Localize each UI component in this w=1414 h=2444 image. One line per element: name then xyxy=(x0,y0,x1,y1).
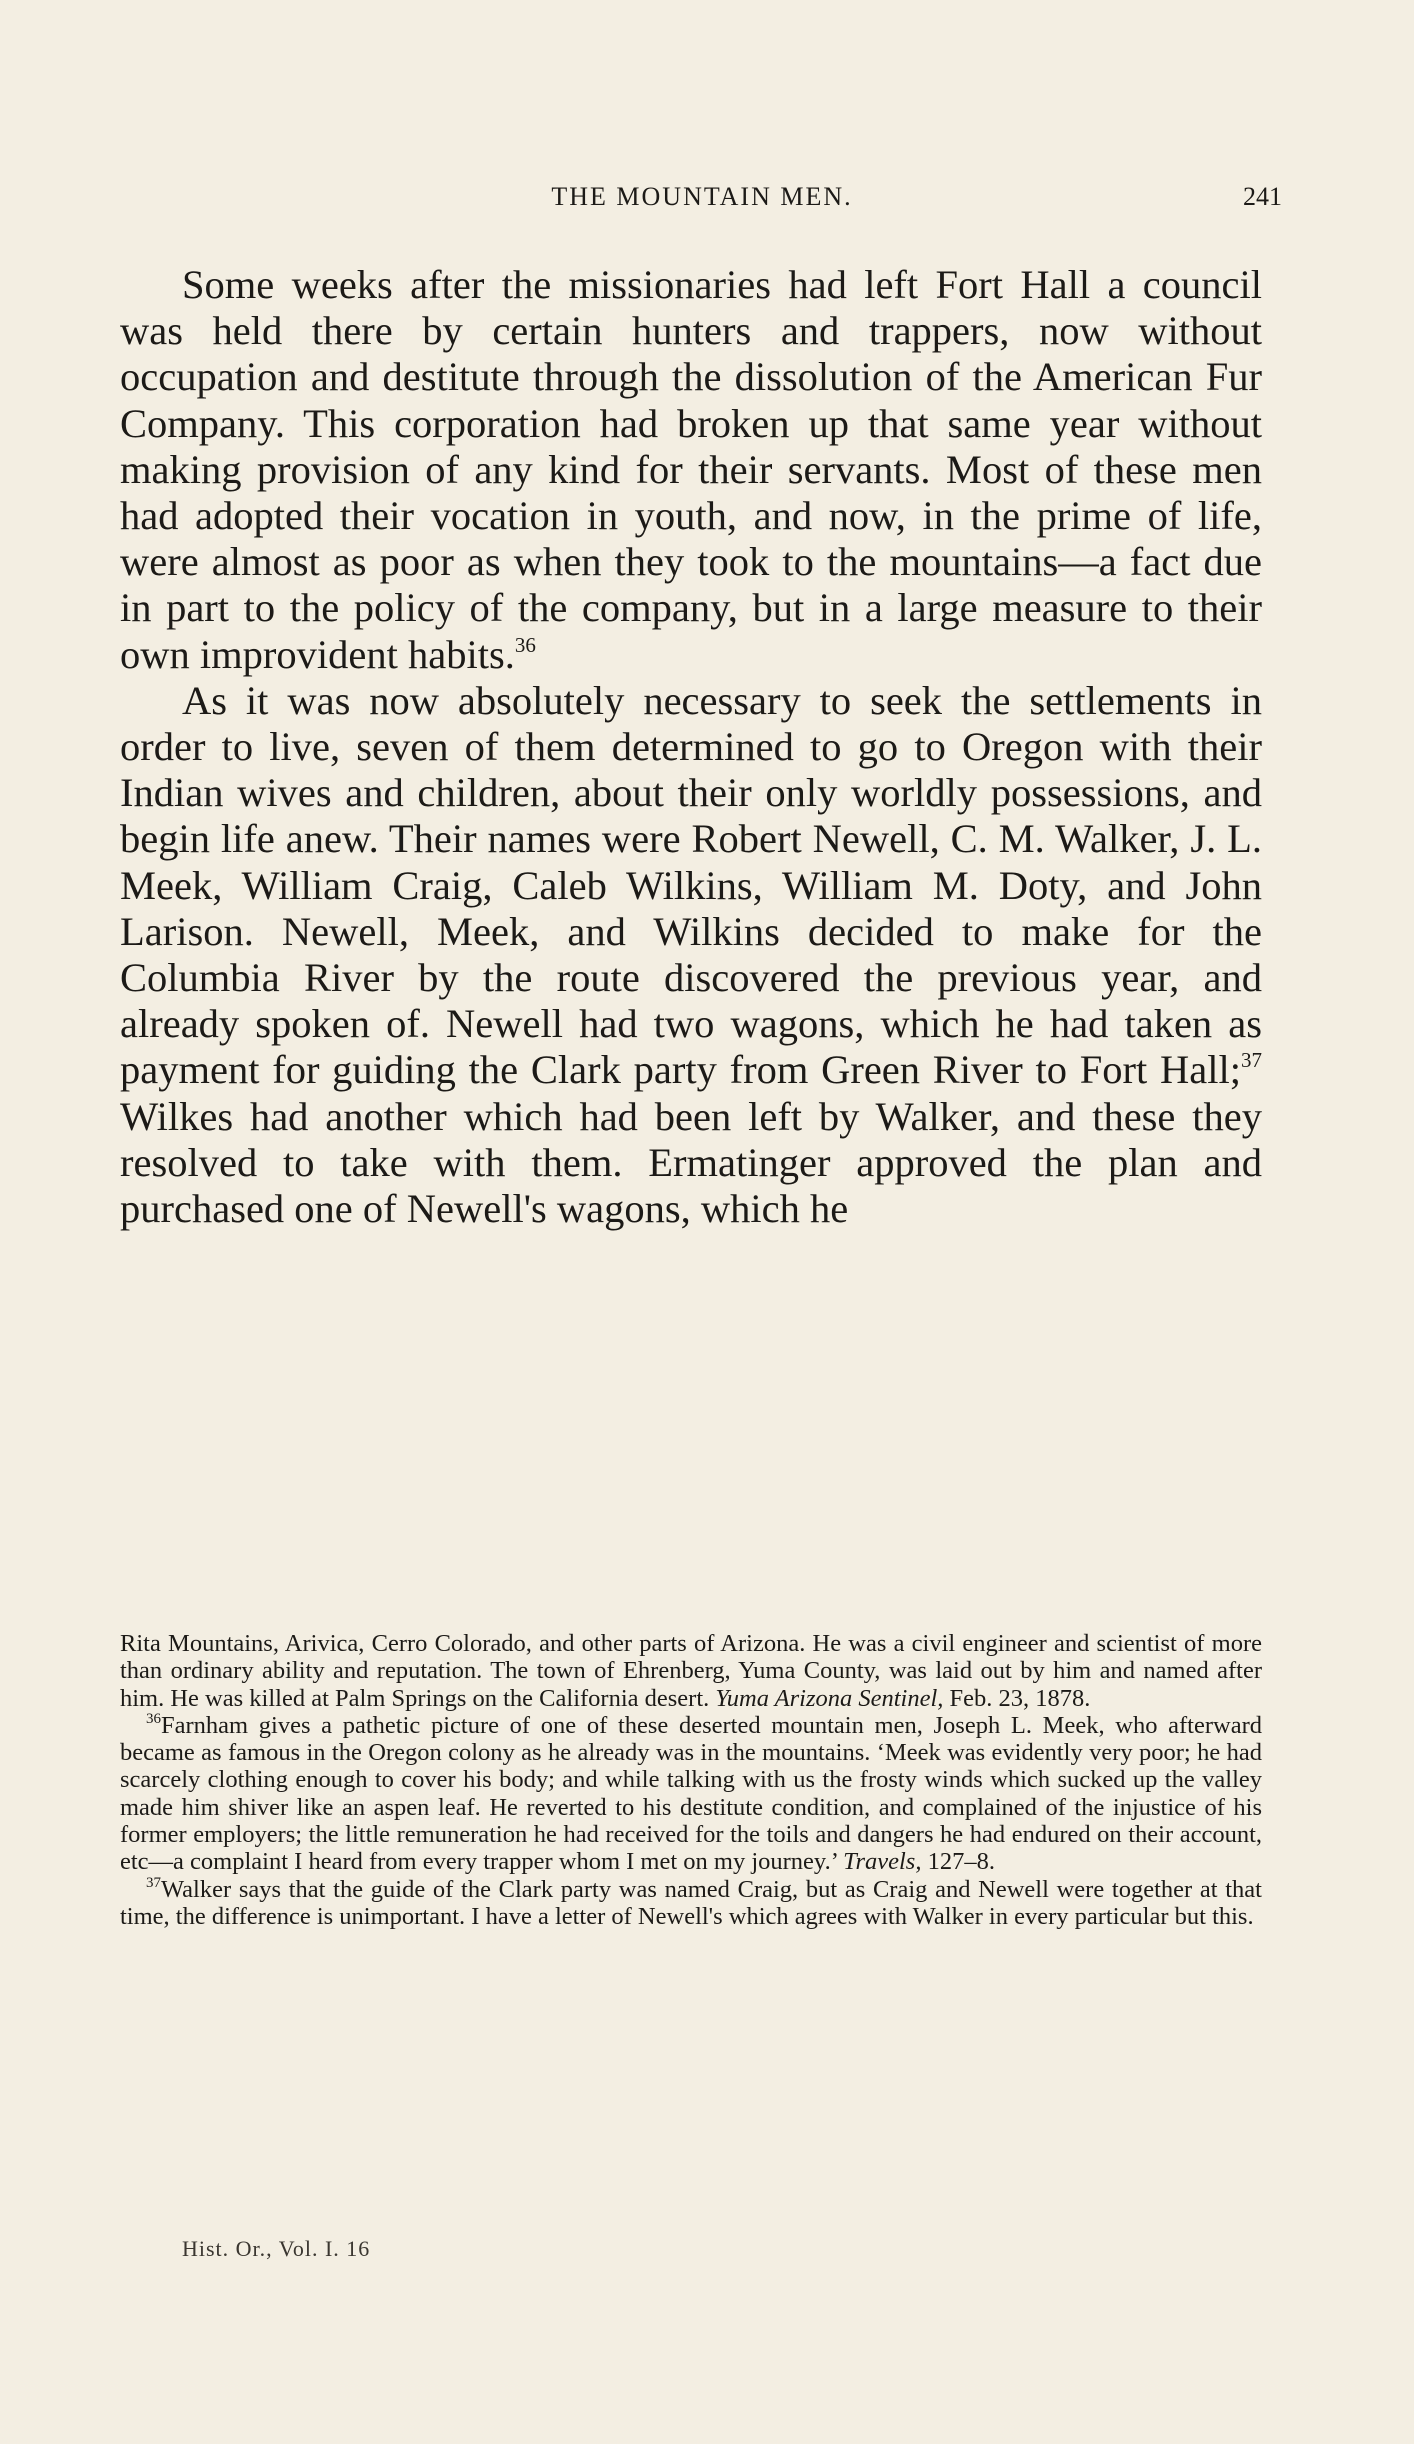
paragraph-1-text: Some weeks after the missionaries had left Fort Hall a council was held there by certain hunters and trappers, now without occupation and destitute through the dissolution of the American Fur Company. This corporation had broken up that same year without making provision of any kind for their servants. Most of these men had adopted their vocation in youth, and now, in the prime of life, were almost as poor as when they took to the mountains—a fact due in part to the policy of the company, but in a large measure to their own improvident habits. xyxy=(120,262,1262,677)
footnote-continued-date: Feb. 23, 1878. xyxy=(943,1684,1091,1712)
page-header xyxy=(122,182,1282,222)
footnote-36-mark: 36 xyxy=(146,1710,161,1727)
footnote-continued xyxy=(120,1630,1262,1712)
footnote-37-mark: 37 xyxy=(146,1874,161,1891)
footnote-37 xyxy=(120,1876,1262,1931)
paragraph-2-text-a: As it was now absolutely necessary to seek the settlements in order to live, seven of them determined to go to Oregon with their Indian wives and children, about their only worldly possessions, and begin life anew. Their names were Robert Newell, C. M. Walker, J. L. Meek, William Craig, Caleb Wilkins, William M. Doty, and John Larison. Newell, Meek, and Wilkins decided to make for the Columbia River by the route discovered the previous year, and already spoken of. Newell had two wagons, which he had taken as payment for guiding the Clark party from Green River to Fort Hall; xyxy=(120,677,1262,1093)
footnote-continued-text: Rita Mountains, Arivica, Cerro Colorado, and other parts of Arizona. He was a civil engineer and scientist of more than ordinary ability and reputation. The town of Ehrenberg, Yuma County, was laid out by him and named after him. He was killed at Palm Springs on the California desert. xyxy=(120,1630,1262,1712)
footnotes xyxy=(120,1630,1262,1930)
page-number: 241 xyxy=(1243,182,1282,211)
footnote-ref-36: 36 xyxy=(514,632,536,657)
paragraph-2 xyxy=(120,678,1262,1232)
running-head: THE MOUNTAIN MEN. xyxy=(551,182,853,211)
main-text xyxy=(120,262,1262,1232)
footnote-36-text: Farnham gives a pathetic picture of one of these deserted mountain men, Joseph L. Meek, who afterward became as famous in the Oregon colony as he already was in the mountains. ‘Meek was evidently very poor; he had scarcely clothing enough to cover his body; and while talking with us the frosty winds which sucked up the valley made him shiver like an aspen leaf. He reverted to his destitute condition, and complained of the injustice of his former employers; the little remuneration he had received for the toils and dangers he had endured on their account, etc—a complaint I heard from every trapper whom I met on my journey.’ xyxy=(120,1711,1262,1876)
footnote-37-text: Walker says that the guide of the Clark party was named Craig, but as Craig and Newell were together at that time, the difference is unimportant. I have a letter of Newell's which agrees with Walker in every particular but this. xyxy=(120,1875,1262,1930)
paragraph-2-text-b: Wilkes had another which had been left by Walker, and these they resolved to take with them. Ermatinger approved the plan and purchased one of Newell's wagons, which he xyxy=(120,1093,1262,1232)
paragraph-1 xyxy=(120,262,1262,678)
footnote-36-pages: 127–8. xyxy=(921,1848,995,1876)
footnote-36 xyxy=(120,1712,1262,1876)
footnote-ref-37: 37 xyxy=(1241,1048,1262,1073)
footnote-36-source: Travels, xyxy=(843,1848,922,1876)
footnote-continued-source: Yuma Arizona Sentinel, xyxy=(715,1684,944,1712)
signature-mark: Hist. Or., Vol. I. 16 xyxy=(182,2236,371,2261)
